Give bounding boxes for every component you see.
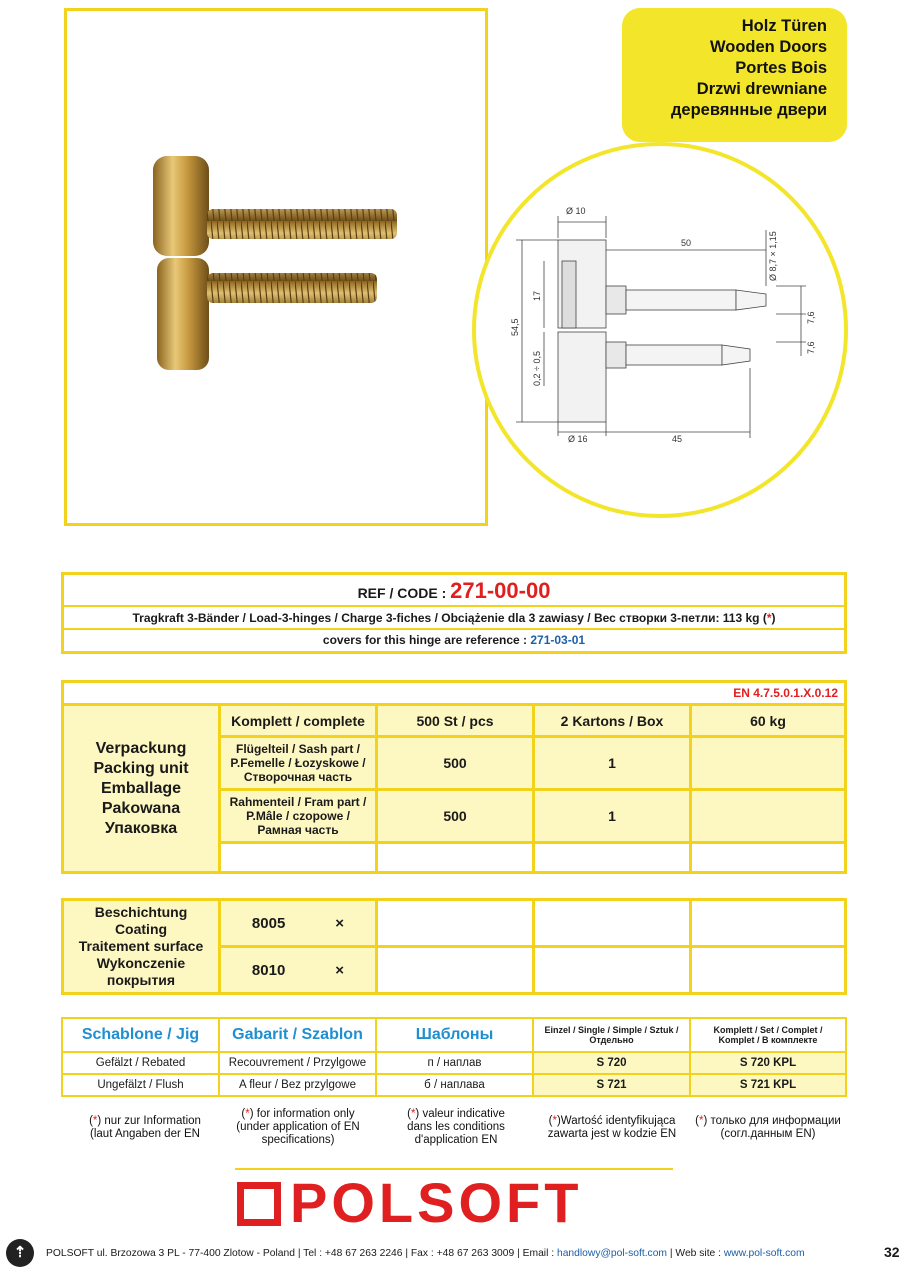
packing-title-line: Упаковка (104, 819, 178, 837)
coating-title (63, 900, 220, 994)
jig-table (61, 1017, 847, 1097)
dim-d10: Ø 10 (566, 206, 586, 216)
header-kg: 60 kg (691, 705, 846, 737)
note: (*) valeur indicative dans les conditions d'application EN (407, 1108, 505, 1146)
badge-line: Holz Türen (741, 17, 827, 35)
packing-title (63, 705, 220, 873)
jig-cell: Ungefälzt / Flush (62, 1074, 219, 1096)
dim-d16: Ø 16 (568, 434, 588, 444)
note-text: )Wartość identyfikująca zawarta jest w kodzie EN (547, 1115, 677, 1140)
coating-code: 8005 (251, 914, 286, 932)
row-name-line: P.Femelle / Łozyskowe / (230, 756, 366, 770)
coating-option (220, 900, 377, 947)
footer-contact (46, 1248, 805, 1259)
packing-title-line: Verpackung (95, 739, 187, 757)
en-code: EN 4.7.5.0.1.X.0.12 (63, 682, 846, 705)
load-row (64, 607, 844, 630)
row-box: 1 (534, 790, 691, 843)
note-text: ) valeur indicative dans les conditions d'application EN (407, 1108, 505, 1146)
row-qty: 500 (377, 790, 534, 843)
row-name-line: Rahmenteil / Fram part / (229, 795, 367, 809)
product-photo-frame (64, 8, 488, 526)
dim-17: 17 (532, 290, 542, 301)
dim-50: 50 (681, 238, 692, 248)
dim-d87: Ø 8,7 × 1,15 (768, 231, 778, 281)
badge-line: Wooden Doors (709, 38, 827, 56)
coating-title-line: покрытия (106, 972, 176, 988)
jig-cell: Recouvrement / Przylgowe (219, 1052, 376, 1074)
header-box: 2 Kartons / Box (534, 705, 691, 737)
row-kg (691, 790, 846, 843)
jig-cell: S 721 KPL (690, 1074, 846, 1096)
note-text: ) nur zur Information (laut Angaben der EN (90, 1115, 201, 1140)
jig-header: Einzel / Single / Simple / Sztuk / Отдельно (533, 1018, 690, 1052)
coating-mark: × (335, 914, 345, 932)
badge-line: деревянные двери (670, 101, 827, 119)
coating-title-line: Beschichtung (94, 904, 188, 920)
jig-cell: S 721 (533, 1074, 690, 1096)
dim-76b: 7,6 (806, 341, 816, 354)
technical-drawing-circle (472, 142, 848, 518)
note: (*) nur zur Information (laut Angaben der EN (89, 1115, 201, 1140)
technical-drawing (476, 146, 844, 514)
row-name-line: Flügelteil / Sash part / (235, 742, 361, 756)
row-name-line: Рамная часть (257, 823, 339, 837)
coating-table (61, 898, 847, 995)
load-star: * (766, 611, 772, 625)
jig-cell: S 720 (533, 1052, 690, 1074)
badge-line: Portes Bois (735, 59, 827, 77)
header-qty: 500 St / pcs (377, 705, 534, 737)
dim-gap: 0,2 ÷ 0,5 (532, 351, 542, 386)
footer-email-link[interactable]: handlowy@pol-soft.com (556, 1248, 668, 1259)
row-name-line: P.Mâle / czopowe / (246, 809, 350, 823)
jig-cell: S 720 KPL (690, 1052, 846, 1074)
row-name (220, 737, 377, 790)
coating-title-line: Coating (114, 921, 168, 937)
load-end: ) (771, 611, 776, 625)
packing-title-line: Pakowana (101, 799, 181, 817)
note: (*) for information only (under application of EN specifications) (236, 1108, 360, 1146)
jig-cell: A fleur / Bez przylgowe (219, 1074, 376, 1096)
coating-title-line: Wykonczenie (96, 955, 186, 971)
header-complete: Komplett / complete (220, 705, 377, 737)
brand-square-icon (237, 1182, 281, 1226)
row-qty: 500 (377, 737, 534, 790)
note-star: * (410, 1108, 416, 1120)
covers-row (64, 630, 844, 651)
footer-web-label: | Web site : (667, 1248, 724, 1259)
footer-web-link[interactable]: www.pol-soft.com (723, 1248, 805, 1259)
jig-cell: Gefälzt / Rebated (62, 1052, 219, 1074)
footer-address: POLSOFT ul. Brzozowa 3 PL - 77-400 Zlotow - Poland | Tel : +48 67 263 2246 | Fax : +48 67 263 3009 | Email : (46, 1248, 557, 1259)
note-star: * (552, 1115, 557, 1127)
packing-table (61, 680, 847, 874)
door-type-badge (622, 8, 847, 142)
row-name (220, 790, 377, 843)
packing-title-line: Emballage (100, 779, 182, 797)
row-name-line: Створочная часть (243, 770, 353, 784)
note-text: ) только для информации (согл.данным EN) (703, 1115, 841, 1140)
ref-label: REF / CODE : (357, 585, 451, 601)
coating-title-line: Traitement surface (78, 938, 204, 954)
jig-header: Gabarit / Szablon (219, 1018, 376, 1052)
note-star: * (92, 1115, 98, 1127)
packing-title-line: Packing unit (93, 759, 189, 777)
jig-cell: п / наплав (376, 1052, 533, 1074)
dim-45: 45 (672, 434, 683, 444)
jig-header: Schablone / Jig (62, 1018, 219, 1052)
back-arrow-icon[interactable]: ⇡ (6, 1239, 34, 1267)
note-text: ) for information only (under application of EN specifications) (236, 1108, 360, 1146)
coating-mark: × (335, 961, 345, 979)
hinge-photo (67, 11, 485, 523)
jig-cell: б / наплава (376, 1074, 533, 1096)
table-row (62, 1052, 846, 1074)
page-number: 32 (884, 1244, 900, 1260)
dim-545: 54,5 (510, 318, 520, 336)
covers-ref: 271-03-01 (530, 633, 586, 647)
jig-header: Шаблоны (376, 1018, 533, 1052)
ref-code-row (64, 575, 844, 607)
note-star: * (245, 1108, 250, 1120)
dim-76a: 7,6 (806, 311, 816, 324)
row-kg (691, 737, 846, 790)
table-row (62, 1074, 846, 1096)
ref-code: 271-00-00 (450, 578, 551, 603)
coating-option (220, 947, 377, 994)
row-box: 1 (534, 737, 691, 790)
jig-header: Komplett / Set / Complet / Komplet / В комплекте (690, 1018, 846, 1052)
covers-text: covers for this hinge are reference : (322, 633, 531, 647)
note-star: * (698, 1115, 704, 1127)
reference-block (61, 572, 847, 654)
badge-line: Drzwi drewniane (696, 80, 827, 98)
note: (*) только для информации (согл.данным EN) (695, 1115, 841, 1140)
brand-logo: POLSOFT (290, 1171, 583, 1234)
note: (*)Wartość identyfikująca zawarta jest w kodzie EN (547, 1115, 677, 1140)
coating-code: 8010 (251, 961, 286, 979)
load-text: Tragkraft 3-Bänder / Load-3-hinges / Charge 3-fiches / Obciążenie dla 3 zawiasy / Вес створки 3-петли: 113 kg ( (132, 611, 767, 625)
